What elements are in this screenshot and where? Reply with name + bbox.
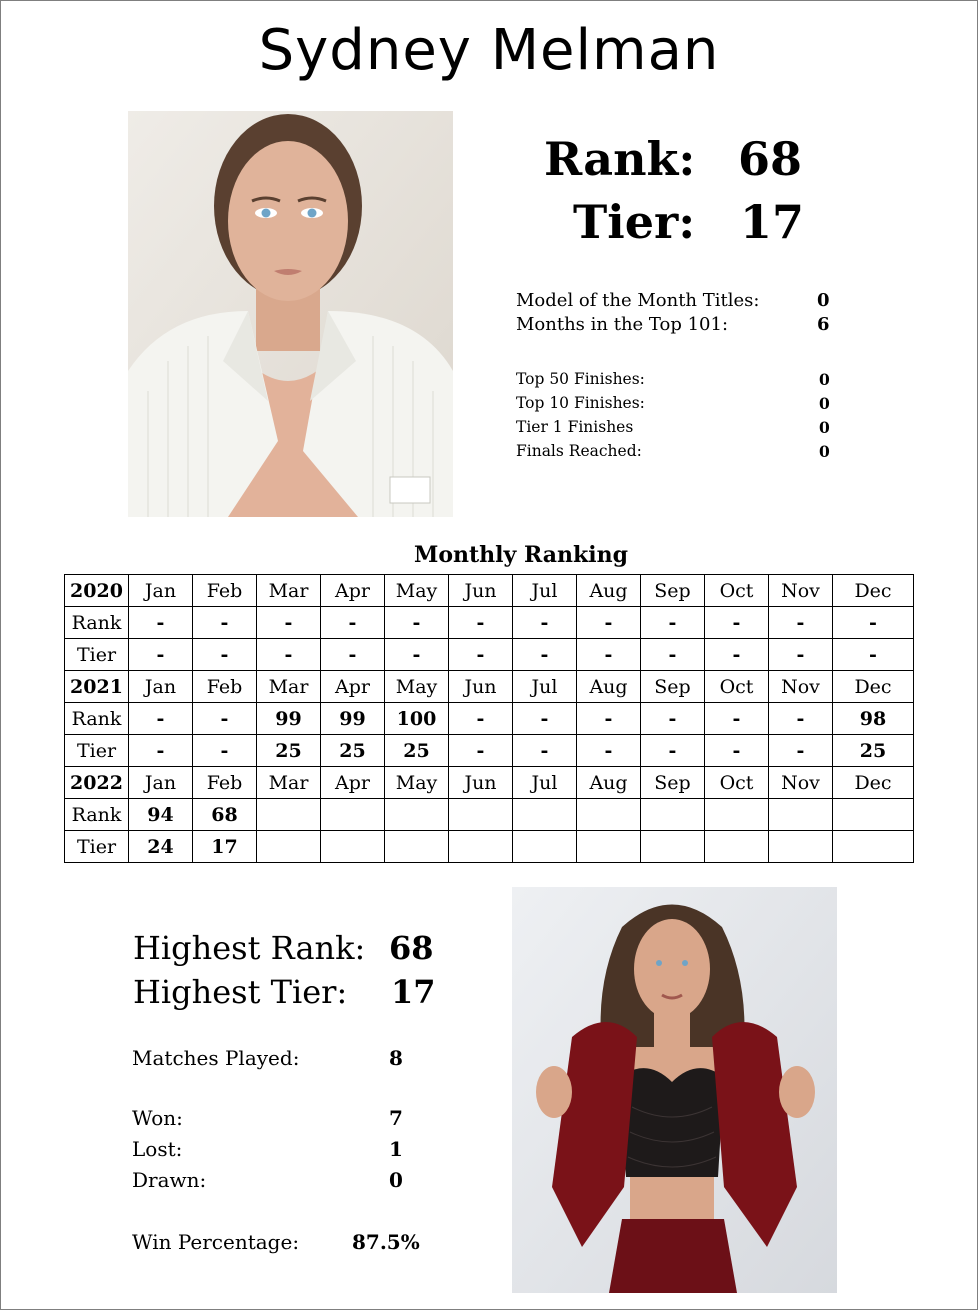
month-header-cell: May <box>385 767 449 799</box>
tier-value-cell: - <box>705 735 769 767</box>
top50-finishes-label: Top 50 Finishes: <box>516 370 645 388</box>
tier-value-cell: - <box>129 735 193 767</box>
tier-value-cell: - <box>193 639 257 671</box>
tier-label: Tier: <box>573 195 696 249</box>
rank-value-cell <box>449 799 513 831</box>
month-header-cell: Nov <box>769 767 833 799</box>
tier-value-cell: 25 <box>385 735 449 767</box>
rank-row-label: Rank <box>65 799 129 831</box>
rank-value-cell: 68 <box>193 799 257 831</box>
month-header-cell: Jan <box>129 671 193 703</box>
month-header-cell: Mar <box>257 767 321 799</box>
month-header-cell: Jun <box>449 575 513 607</box>
tier-value-cell: - <box>129 639 193 671</box>
month-header-cell: Dec <box>833 671 914 703</box>
year-cell: 2020 <box>65 575 129 607</box>
month-header-cell: Mar <box>257 575 321 607</box>
month-header-cell: Oct <box>705 575 769 607</box>
tier-value-cell <box>385 831 449 863</box>
lost-label: Lost: <box>132 1137 183 1161</box>
portrait-photo-white-shirt <box>128 111 453 517</box>
month-header-cell: Aug <box>577 671 641 703</box>
tier-value-cell: 25 <box>257 735 321 767</box>
tier-value-cell: 24 <box>129 831 193 863</box>
tier-value-cell: - <box>513 735 577 767</box>
rank-value-cell <box>769 799 833 831</box>
tier-value-cell: - <box>833 639 914 671</box>
month-header-cell: Feb <box>193 671 257 703</box>
table-row-rank <box>65 799 914 831</box>
month-header-cell: Apr <box>321 767 385 799</box>
rank-value-cell: - <box>705 703 769 735</box>
month-header-cell: Sep <box>641 671 705 703</box>
rank-value-cell: 98 <box>833 703 914 735</box>
tier-value-cell: - <box>769 735 833 767</box>
matches-played-value: 8 <box>389 1046 403 1070</box>
tier-value-cell <box>833 831 914 863</box>
win-percentage-value: 87.5% <box>352 1230 420 1254</box>
rank-row-label: Rank <box>65 607 129 639</box>
month-header-cell: Dec <box>833 575 914 607</box>
rank-value-cell: 94 <box>129 799 193 831</box>
tier-value-cell <box>257 831 321 863</box>
table-row-year-header <box>65 671 914 703</box>
tier-value-cell: - <box>769 639 833 671</box>
month-header-cell: Nov <box>769 671 833 703</box>
rank-row-label: Rank <box>65 703 129 735</box>
month-header-cell: Oct <box>705 767 769 799</box>
tier-value-cell: - <box>385 639 449 671</box>
table-row-year-header <box>65 575 914 607</box>
tier-value-cell: - <box>321 639 385 671</box>
month-header-cell: Aug <box>577 575 641 607</box>
tier-value-cell: - <box>705 639 769 671</box>
rank-value-cell: - <box>641 703 705 735</box>
drawn-label: Drawn: <box>132 1168 207 1192</box>
rank-value-cell <box>257 799 321 831</box>
rank-value-cell <box>577 799 641 831</box>
rank-value-cell: 99 <box>257 703 321 735</box>
month-header-cell: Sep <box>641 575 705 607</box>
rank-value-cell: - <box>705 607 769 639</box>
matches-played-label: Matches Played: <box>132 1046 300 1070</box>
rank-value-cell: - <box>193 703 257 735</box>
tier-value-cell: - <box>449 735 513 767</box>
month-header-cell: Jun <box>449 671 513 703</box>
rank-value-cell: - <box>257 607 321 639</box>
portrait-illustration-2 <box>512 887 837 1293</box>
table-row-tier <box>65 639 914 671</box>
monthly-ranking-body <box>65 575 914 863</box>
top10-finishes-label: Top 10 Finishes: <box>516 394 645 412</box>
tier-value-cell: 25 <box>321 735 385 767</box>
page-title: Sydney Melman <box>258 18 720 83</box>
month-header-cell: Feb <box>193 767 257 799</box>
year-cell: 2021 <box>65 671 129 703</box>
lost-value: 1 <box>389 1137 403 1161</box>
month-header-cell: Sep <box>641 767 705 799</box>
rank-value-cell: - <box>449 607 513 639</box>
tier-value-cell <box>449 831 513 863</box>
rank-value-cell: - <box>449 703 513 735</box>
highest-rank-value: 68 <box>389 929 434 967</box>
rank-value-cell: - <box>833 607 914 639</box>
rank-value-cell: - <box>321 607 385 639</box>
top101-months-label: Months in the Top 101: <box>516 314 729 335</box>
year-cell: 2022 <box>65 767 129 799</box>
finals-reached-value: 0 <box>819 442 830 461</box>
month-header-cell: Apr <box>321 671 385 703</box>
finals-reached-label: Finals Reached: <box>516 442 642 460</box>
month-header-cell: Dec <box>833 767 914 799</box>
month-header-cell: Jul <box>513 671 577 703</box>
highest-tier-value: 17 <box>391 973 436 1011</box>
tier-value-cell: 25 <box>833 735 914 767</box>
month-header-cell: Jan <box>129 767 193 799</box>
table-row-year-header <box>65 767 914 799</box>
rank-value-cell: - <box>513 607 577 639</box>
top10-finishes-value: 0 <box>819 394 830 413</box>
drawn-value: 0 <box>389 1168 403 1192</box>
highest-rank-label: Highest Rank: <box>133 929 366 967</box>
month-header-cell: Jun <box>449 767 513 799</box>
tier-value-cell: - <box>257 639 321 671</box>
tier-row-label: Tier <box>65 735 129 767</box>
month-header-cell: May <box>385 575 449 607</box>
rank-value-cell: - <box>769 703 833 735</box>
rank-value-cell <box>513 799 577 831</box>
rank-value-cell: 99 <box>321 703 385 735</box>
tier-value-cell: - <box>449 639 513 671</box>
rank-value-cell: - <box>385 607 449 639</box>
table-row-rank <box>65 703 914 735</box>
month-header-cell: Mar <box>257 671 321 703</box>
rank-value-cell <box>385 799 449 831</box>
top101-months-value: 6 <box>817 314 830 335</box>
table-row-tier <box>65 831 914 863</box>
tier-value-cell <box>705 831 769 863</box>
tier-value-cell: - <box>513 639 577 671</box>
month-header-cell: Feb <box>193 575 257 607</box>
won-value: 7 <box>389 1106 403 1130</box>
tier-value: 17 <box>740 195 805 249</box>
tier-value-cell: - <box>577 639 641 671</box>
top50-finishes-value: 0 <box>819 370 830 389</box>
monthly-ranking-title: Monthly Ranking <box>414 542 628 568</box>
rank-value-cell: 100 <box>385 703 449 735</box>
tier-value-cell: - <box>641 735 705 767</box>
tier-value-cell <box>513 831 577 863</box>
month-header-cell: Nov <box>769 575 833 607</box>
tier-value-cell: - <box>641 639 705 671</box>
tier-value-cell <box>321 831 385 863</box>
tier1-finishes-value: 0 <box>819 418 830 437</box>
rank-value-cell: - <box>129 607 193 639</box>
rank-value-cell: - <box>577 703 641 735</box>
portrait-photo-red-jacket <box>512 887 837 1293</box>
table-row-tier <box>65 735 914 767</box>
rank-value: 68 <box>738 132 803 186</box>
highest-tier-label: Highest Tier: <box>133 973 348 1011</box>
rank-value-cell <box>833 799 914 831</box>
tier-value-cell <box>641 831 705 863</box>
portrait-illustration <box>128 111 453 517</box>
tier-value-cell <box>769 831 833 863</box>
rank-value-cell: - <box>577 607 641 639</box>
rank-value-cell: - <box>769 607 833 639</box>
rank-value-cell: - <box>513 703 577 735</box>
month-header-cell: Aug <box>577 767 641 799</box>
month-header-cell: Jul <box>513 575 577 607</box>
rank-value-cell: - <box>129 703 193 735</box>
rank-value-cell <box>641 799 705 831</box>
tier-row-label: Tier <box>65 831 129 863</box>
won-label: Won: <box>132 1106 183 1130</box>
monthly-ranking-table <box>64 574 914 863</box>
tier-row-label: Tier <box>65 639 129 671</box>
month-header-cell: Oct <box>705 671 769 703</box>
rank-label: Rank: <box>544 132 696 186</box>
month-header-cell: Apr <box>321 575 385 607</box>
tier-value-cell <box>577 831 641 863</box>
tier1-finishes-label: Tier 1 Finishes <box>516 418 634 436</box>
month-header-cell: Jul <box>513 767 577 799</box>
rank-value-cell: - <box>641 607 705 639</box>
motm-titles-label: Model of the Month Titles: <box>516 290 760 311</box>
tier-value-cell: - <box>577 735 641 767</box>
rank-value-cell: - <box>193 607 257 639</box>
table-row-rank <box>65 607 914 639</box>
tier-value-cell: - <box>193 735 257 767</box>
win-percentage-label: Win Percentage: <box>132 1230 300 1254</box>
tier-value-cell: 17 <box>193 831 257 863</box>
rank-value-cell <box>705 799 769 831</box>
month-header-cell: Jan <box>129 575 193 607</box>
rank-value-cell <box>321 799 385 831</box>
motm-titles-value: 0 <box>817 290 830 311</box>
month-header-cell: May <box>385 671 449 703</box>
